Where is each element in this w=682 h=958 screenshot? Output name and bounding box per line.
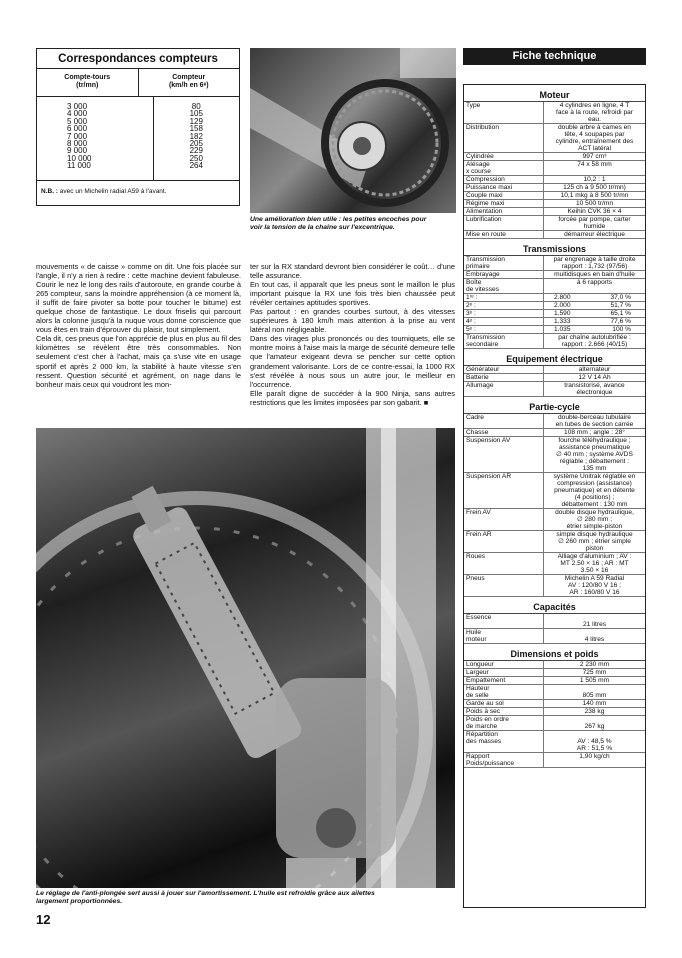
fork-illustration [36, 428, 455, 888]
spec-label: Transmission secondaire [464, 334, 544, 348]
spec-row [464, 661, 645, 669]
gear-percent: 51,7 % [610, 302, 631, 309]
spec-value: Alliage d'aluminium ; AV : MT 2.50 × 16 ; AR : MT 3.50 × 16 [557, 553, 632, 574]
spec-row [464, 294, 645, 302]
kmh-value: 129 [189, 116, 203, 126]
spec-label: Roues [464, 553, 544, 574]
spec-value: Michelin A 59 Radial AV : 120/80 V 16 ; AR : 160/80 V 16 [564, 575, 625, 596]
spec-value: système Unitrak réglable en compression (assistance) pneumatique) et en détente (4 positions) ; débattement : 130 mm [553, 473, 636, 508]
spec-label: 4ᵉ : [464, 318, 544, 325]
speedometer-correspondence-table [36, 48, 240, 206]
spec-value: 2 230 mm [579, 661, 610, 668]
spec-row [464, 184, 645, 192]
fiche-technique-title: Fiche technique [463, 48, 646, 65]
spec-value: multidisques en bain d'huile [554, 271, 635, 278]
rpm-column [37, 97, 154, 180]
spec-label: Régime maxi [464, 200, 544, 207]
spec-row [464, 366, 645, 374]
spec-row [464, 302, 645, 310]
spec-label: Alésage x course [464, 161, 544, 175]
spec-label: Frein AV [464, 509, 544, 530]
gear-ratio: 2.800 [554, 294, 571, 301]
spec-label: Largeur [464, 669, 544, 676]
spec-value: à 6 rapports [576, 279, 613, 286]
gear-percent: 77,6 % [610, 318, 631, 325]
note-text: avec un Michelin radial A59 à l'avant. [57, 188, 167, 195]
spec-label: Type [464, 102, 544, 123]
spec-label: Allumage [464, 382, 544, 396]
page-number: 12 [36, 912, 51, 927]
spec-row [464, 677, 645, 685]
table-body [37, 97, 239, 181]
kmh-column [154, 97, 240, 180]
spec-row [464, 716, 645, 731]
spec-value: 10,2 : 1 [583, 176, 606, 183]
spec-row [464, 473, 645, 509]
spec-label: Suspension AV [464, 437, 544, 472]
spec-value: démarreur électrique [564, 231, 625, 238]
rpm-value: 7 000 [67, 131, 88, 141]
spec-label: Puissance maxi [464, 184, 544, 191]
spec-row [464, 208, 645, 216]
gear-percent: 65,1 % [610, 310, 631, 317]
spec-row [464, 124, 645, 153]
spec-value: 725 mm [582, 669, 607, 676]
spec-label: Pneus [464, 575, 544, 596]
spec-value: 1,90 kg/ch [579, 753, 610, 760]
spec-row [464, 153, 645, 161]
rpm-value: 4 000 [67, 109, 88, 119]
kmh-value: 250 [189, 153, 203, 163]
spec-value: 21 litres [582, 621, 607, 628]
spec-row [464, 509, 645, 531]
article-text-column-2 [250, 262, 455, 407]
spec-label: Longueur [464, 661, 544, 668]
spec-label: Compression [464, 176, 544, 183]
spec-label: Empattement [464, 677, 544, 684]
spec-value: 238 kg [584, 708, 605, 715]
spec-value [544, 302, 645, 309]
spec-section-title: Equipement électrique [464, 349, 645, 366]
spec-value: double arbre à cames en tête, 4 soupapes par cylindre, entraînement des ACT latéral [555, 124, 634, 152]
spec-value: 805 mm [582, 692, 607, 699]
table-title: Correspondances compteurs [37, 49, 239, 69]
spec-value [544, 326, 645, 333]
spec-value: 108 mm ; angle : 28° [564, 429, 625, 436]
spec-label: Hauteur de selle [464, 685, 544, 699]
spec-value: 140 mm [582, 700, 607, 707]
spec-value: double-berceau tubulaire en tubes de section carrée [555, 414, 634, 428]
spec-value: 4 litres [584, 636, 605, 643]
spec-value [544, 310, 645, 317]
spec-label: Poids en ordre de marche [464, 716, 544, 730]
rpm-column-header: Compte-tours (tr/mn) [37, 69, 139, 96]
kmh-value: 105 [189, 109, 203, 119]
spec-row [464, 669, 645, 677]
spec-row [464, 256, 645, 271]
spec-label: Essence [464, 614, 544, 628]
spec-row [464, 216, 645, 231]
spec-label: Répartition des masses [464, 731, 544, 752]
spec-label: Cadre [464, 414, 544, 428]
spec-row [464, 200, 645, 208]
spec-row [464, 437, 645, 473]
spec-row [464, 614, 645, 629]
spec-label: 2ᵉ : [464, 302, 544, 309]
spec-value: double disque hydraulique, ∅ 280 mm ; étrier simple-piston [555, 509, 634, 530]
spec-label: Cylindrée [464, 153, 544, 160]
spec-label: Couple maxi [464, 192, 544, 199]
spec-row [464, 102, 645, 124]
spec-label: Garde au sol [464, 700, 544, 707]
spec-value [544, 294, 645, 301]
note-label: N.B. : [41, 188, 58, 195]
big-photo-caption: Le réglage de l'anti-plongée sert aussi à jouer sur l'amortissement. L'huile est refroidie grâce aux ailettes largement proportionnées. [36, 890, 375, 905]
spec-value: 12 V 14 Ah [578, 374, 611, 381]
spec-row [464, 708, 645, 716]
spec-label: Frein AR [464, 531, 544, 552]
spec-value [544, 318, 645, 325]
spec-label: 1ʳᵉ : [464, 294, 544, 301]
spec-row [464, 531, 645, 553]
rpm-value: 6 000 [67, 124, 88, 134]
spec-value: 267 kg [584, 723, 605, 730]
rpm-value: 11 000 [67, 161, 91, 171]
gear-percent: 37,0 % [610, 294, 631, 301]
spec-row [464, 553, 645, 575]
article-text-column-2-body: ter sur la RX standard devront bien considérer le coût… d'une telle assurance. En tout cas, il apparaît que les pneus sont le maillon le plus important puisque la RX une fois très bien chaussée peut révéler certaines aptitudes sportives. Pas partout : en grandes courbes surtout, à des vitesses supérieures à 180 km/h mais attention à la prise au vent latéral non négligeable. Dans des virages plus prononcés ou des tourniquets, elle se montre moins à l'aise mais la marge de sécurité demeure telle que l'amateur exigeant devra se pencher sur cette option grandement valorisante. Lors de ce contre-essai, la 1000 RX s'est révélée à nous sous un autre jour, le meilleur en l'occurrence. Elle paraît digne de succéder à la 900 Ninja, sans autres restrictions que les limites imposées par son gabarit. [250, 262, 455, 407]
spec-label: Mise en route [464, 231, 544, 238]
spec-row [464, 161, 645, 176]
spec-row [464, 629, 645, 644]
spec-value: 10 500 tr/mn [575, 200, 614, 207]
spec-section-title: Transmissions [464, 239, 645, 256]
spec-label: Poids à sec [464, 708, 544, 715]
spec-value: par engrenage à taille droite rapport : 1,732 (97/56) [553, 256, 636, 270]
spec-value: simple disque hydraulique ∅ 260 mm ; étrier simple piston [556, 531, 633, 552]
gear-percent: 100 % [612, 326, 631, 333]
chain-adjuster-illustration [250, 48, 456, 213]
kmh-value: 158 [189, 124, 203, 134]
spec-value: AV : 48,5 % AR : 51,5 % [576, 738, 613, 752]
spec-value: 74 x 58 mm [577, 161, 612, 168]
spec-label: 3ᵉ : [464, 310, 544, 317]
kmh-value: 80 [191, 102, 201, 111]
spec-row [464, 429, 645, 437]
spec-label: Boîte de vitesses [464, 279, 544, 293]
gear-ratio: 2.000 [554, 302, 571, 309]
kmh-value: 264 [189, 161, 203, 171]
spec-section-title: Moteur [464, 85, 645, 102]
end-mark: ■ [423, 397, 429, 407]
spec-value: 997 cm³ [582, 153, 607, 160]
spec-row [464, 753, 645, 768]
spec-row [464, 279, 645, 294]
fork-anti-dive-photo [36, 428, 455, 888]
chain-adjuster-photo [250, 48, 456, 213]
spec-label: Chasse [464, 429, 544, 436]
rpm-value: 10 000 [67, 153, 92, 163]
gear-ratio: 1.333 [554, 318, 571, 325]
spec-value: 125 ch à 9 500 tr/mn) [563, 184, 626, 191]
kmh-value: 229 [189, 146, 203, 156]
spec-row [464, 318, 645, 326]
gear-ratio: 1.035 [554, 326, 571, 333]
spec-value: 4 cylindres en ligne, 4 T face à la route, refroidi par eau. [556, 102, 633, 123]
spec-row [464, 685, 645, 700]
spec-value: transistorisé, avance électronique [564, 382, 625, 396]
spec-row [464, 334, 645, 349]
rpm-value: 8 000 [67, 139, 88, 149]
spec-row [464, 575, 645, 597]
spec-value: 10,1 mkg à 8 500 tr/mn [560, 192, 629, 199]
spec-row [464, 192, 645, 200]
spec-section-title: Dimensions et poids [464, 644, 645, 661]
kmh-value: 205 [189, 139, 203, 149]
spec-row [464, 382, 645, 397]
kmh-column-header: Compteur (km/h en 6ᵉ) [168, 74, 209, 89]
spec-label: 5ᵉ : [464, 326, 544, 333]
spec-section-title: Partie-cycle [464, 397, 645, 414]
spec-value: alternateur [578, 366, 611, 373]
spec-row [464, 731, 645, 753]
spec-label: Alimentation [464, 208, 544, 215]
rpm-value: 5 000 [67, 116, 88, 126]
rpm-value: 9 000 [67, 146, 88, 156]
article-text-column-1: mouvements « de caisse » comme on dit. Une fois placée sur l'angle, il n'y a rien à redire : cette machine devient fabuleuse. Courir le nez le long des rails d'autoroute, en grande courbe à 265 compteur, sans la moindre appréhension (à ce moment là, il suffit de faire pivoter sa botte pour toucher le bitume) est quelque chose de fantastique. Le doux friselis qui parcourt alors la colonne jusqu'à la nuque vous donne conscience que vous êtes en train d'éprouver du plaisir, tout simplement. Cela dit, ces pneus que l'on apprécie de plus en plus au fil des kilomètres se révèlent être très consommables. Non seulement c'est cher à l'achat, mais ça s'use vite en usage sportif et après 2 000 km, la stabilité à haute vitesse s'en ressent. Question sécurité et agrément, on nage dans le bonheur mais ceux qui voudront les mon- [36, 262, 241, 389]
spec-row [464, 414, 645, 429]
rpm-value: 3 000 [67, 102, 88, 111]
spec-value: 1 505 mm [579, 677, 610, 684]
spec-label: Suspension AR [464, 473, 544, 508]
spec-section-title: Capacités [464, 597, 645, 614]
spec-row [464, 231, 645, 239]
table-header [37, 69, 239, 97]
spec-label: Lubrification [464, 216, 544, 230]
spec-label: Rapport Poids/puissance [464, 753, 544, 767]
spec-label: Générateur [464, 366, 544, 373]
spec-label: Batterie [464, 374, 544, 381]
spec-label: Embrayage [464, 271, 544, 278]
spec-row [464, 700, 645, 708]
spec-row [464, 326, 645, 334]
spec-row [464, 271, 645, 279]
spec-label: Transmission primaire [464, 256, 544, 270]
table-note [37, 181, 239, 195]
spec-value: forcée par pompe, carter humide [558, 216, 631, 230]
spec-row [464, 310, 645, 318]
spec-row [464, 176, 645, 184]
fiche-technique-table [463, 84, 646, 908]
spec-row [464, 374, 645, 382]
spec-label: Distribution [464, 124, 544, 152]
spec-value: Keihin CVK 36 × 4 [567, 208, 622, 215]
spec-value: par chaîne autolubrifiée : rapport : 2.666 (40/15) [558, 334, 631, 348]
kmh-value: 182 [189, 131, 203, 141]
gear-ratio: 1.590 [554, 310, 571, 317]
top-photo-caption: Une amélioration bien utile : les petites encoches pour voir la tension de la chaîne sur l'excentrique. [250, 216, 427, 231]
spec-value: fourche téléhydraulique ; assistance pneumatique ∅ 40 mm ; système AVDS réglable ; débattement : 135 mm [556, 437, 633, 472]
spec-label: Huile moteur [464, 629, 544, 643]
